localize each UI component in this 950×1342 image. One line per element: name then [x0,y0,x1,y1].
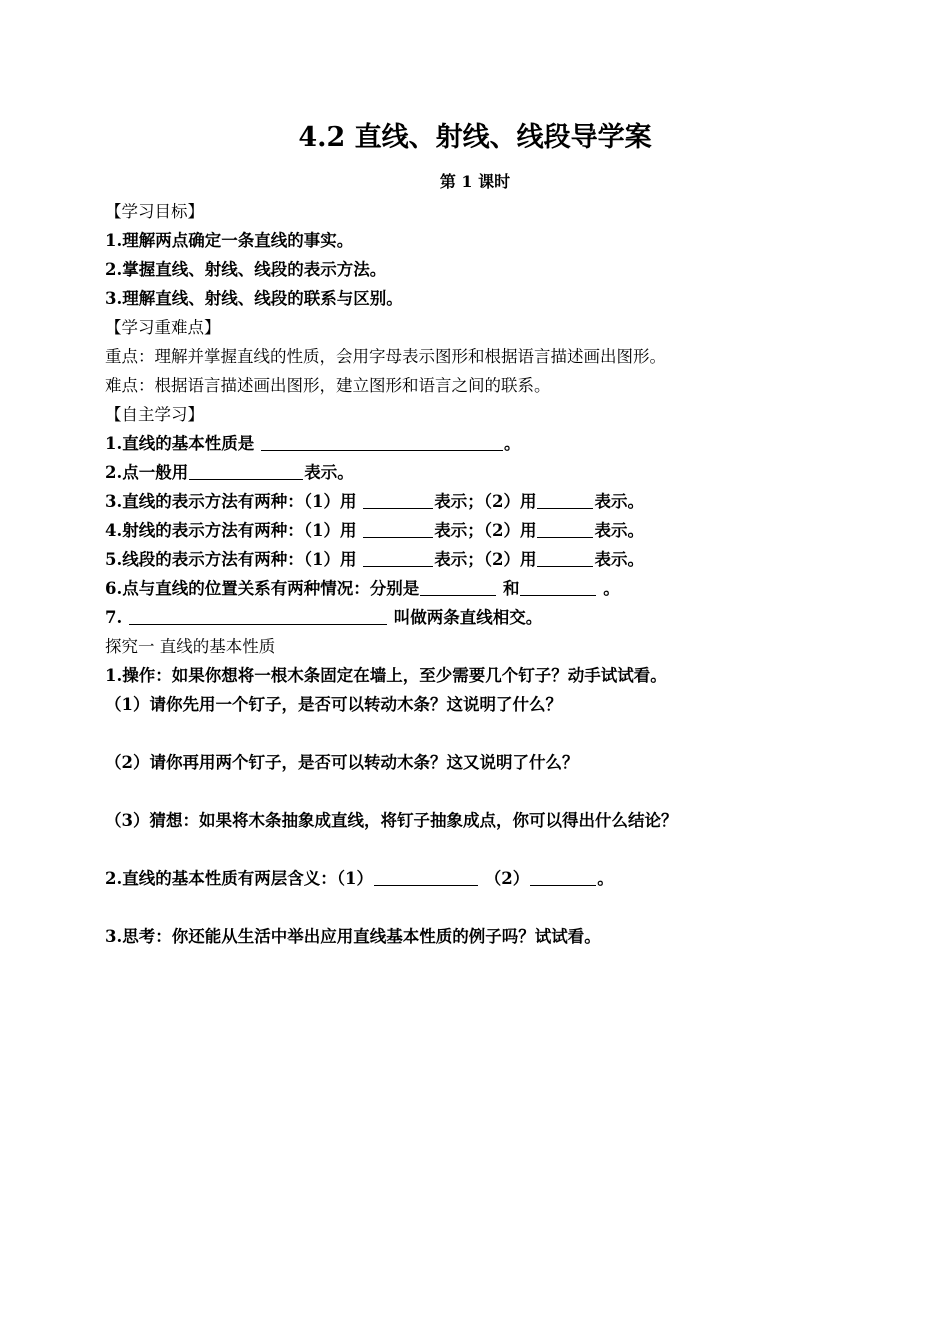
answer-blank[interactable] [363,519,433,538]
question-text: 表示；（2）用 [434,521,537,540]
question-text: 表示；（2）用 [434,550,537,569]
objective-item: 1.理解两点确定一条直线的事实。 [105,231,354,250]
self-study-question-3 [105,487,905,516]
question-text: 表示。 [594,521,644,540]
answer-blank[interactable] [520,577,596,596]
explore-question-3: 3.思考：你还能从生活中举出应用直线基本性质的例子吗？试试看。 [105,927,601,946]
self-study-heading: 【自主学习】 [105,405,204,424]
explore-operation: 1.操作：如果你想将一根木条固定在墙上，至少需要几个钉子？动手试试看。 [105,666,667,685]
difficulty-point: 难点：根据语言描述画出图形，建立图形和语言之间的联系。 [105,376,551,395]
lesson-subtitle: 第 1 课时 [439,172,511,191]
question-text: 2.直线的基本性质有两层含义：（1） [105,869,373,888]
question-text: 6.点与直线的位置关系有两种情况：分别是 [105,579,420,598]
objective-item: 2.掌握直线、射线、线段的表示方法。 [105,260,387,279]
answer-blank[interactable] [363,548,433,567]
focus-point: 重点：理解并掌握直线的性质，会用字母表示图形和根据语言描述画出图形。 [105,347,666,366]
objectives-heading: 【学习目标】 [105,202,204,221]
question-text: 。 [503,434,521,453]
question-text: 5.线段的表示方法有两种：（1）用 [105,550,357,569]
explore-subquestion-2: （2）请你再用两个钉子，是否可以转动木条？这又说明了什么？ [105,753,579,772]
question-text: （2） [484,869,530,888]
question-text: 4.射线的表示方法有两种：（1）用 [105,521,357,540]
self-study-question-2 [105,458,905,487]
answer-blank[interactable] [261,432,503,451]
question-text: 表示。 [304,463,354,482]
answer-blank[interactable] [537,548,593,567]
self-study-question-6 [105,574,905,603]
answer-blank[interactable] [530,867,596,886]
answer-blank[interactable] [537,490,593,509]
explore-subquestion-3: （3）猜想：如果将木条抽象成直线，将钉子抽象成点，你可以得出什么结论？ [105,811,678,830]
worksheet-body [105,197,905,951]
answer-blank[interactable] [189,461,303,480]
question-text: 。 [597,869,614,888]
question-text: 表示。 [594,550,644,569]
self-study-question-4 [105,516,905,545]
question-text: 和 [502,579,520,598]
answer-blank[interactable] [363,490,433,509]
question-text: 叫做两条直线相交。 [393,608,543,627]
explore-question-2 [105,864,905,893]
question-text: 2.点一般用 [105,463,189,482]
question-text: 表示；（2）用 [434,492,537,511]
question-text: 3.直线的表示方法有两种：（1）用 [105,492,357,511]
question-text: 。 [603,579,620,598]
self-study-question-1 [105,429,905,458]
key-points-heading: 【学习重难点】 [105,318,221,337]
answer-blank[interactable] [374,867,478,886]
self-study-question-7 [105,603,905,632]
answer-blank[interactable] [537,519,593,538]
answer-blank[interactable] [129,606,387,625]
page-title: 4.2 直线、射线、线段导学案 [298,122,652,153]
self-study-question-5 [105,545,905,574]
explore-heading: 探究一 直线的基本性质 [105,637,276,656]
explore-subquestion-1: （1）请你先用一个钉子，是否可以转动木条？这说明了什么？ [105,695,562,714]
answer-blank[interactable] [420,577,496,596]
question-text: 1.直线的基本性质是 [105,434,255,453]
question-text: 7. [105,608,123,627]
objective-item: 3.理解直线、射线、线段的联系与区别。 [105,289,403,308]
question-text: 表示。 [594,492,644,511]
